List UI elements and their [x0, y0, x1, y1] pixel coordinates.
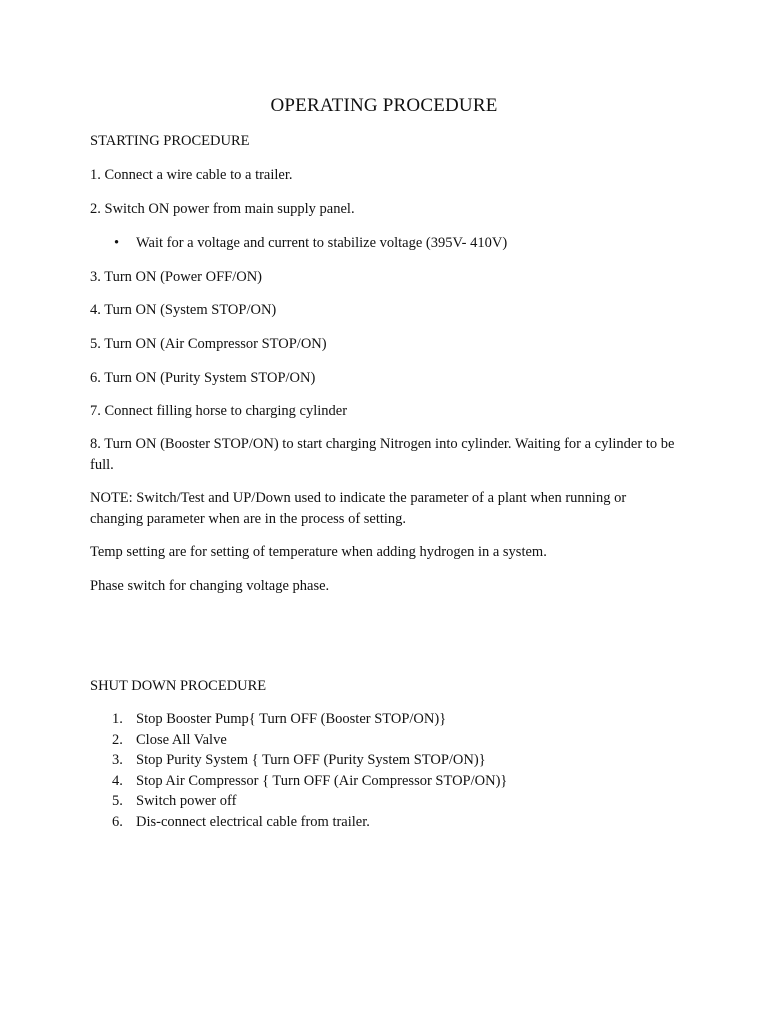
- list-item: 6. Dis-connect electrical cable from trailer.: [112, 813, 370, 830]
- shutdown-procedure-heading: SHUT DOWN PROCEDURE: [90, 678, 267, 694]
- note-paragraph: NOTE: Switch/Test and UP/Down used to indicate the parameter of a plant when running or changing parameter when are in the process of setting.: [90, 490, 627, 527]
- list-item: 5. Switch power off: [112, 793, 237, 810]
- starting-step-6: 6. Turn ON (Purity System STOP/ON): [90, 370, 316, 386]
- bullet-icon: •: [114, 235, 120, 251]
- starting-step-3: 3. Turn ON (Power OFF/ON): [90, 269, 263, 285]
- starting-step-1: 1. Connect a wire cable to a trailer.: [90, 167, 293, 183]
- list-item: 2. Close All Valve: [112, 731, 227, 748]
- voltage-bullet-item: [114, 233, 674, 254]
- list-item: 3. Stop Purity System { Turn OFF (Purity System STOP/ON)}: [112, 752, 486, 769]
- shutdown-steps-list: [90, 709, 690, 833]
- starting-step-8: 8. Turn ON (Booster STOP/ON) to start charging Nitrogen into cylinder. Waiting for a cylinder to be full.: [90, 436, 675, 473]
- starting-step-2: 2. Switch ON power from main supply panel.: [90, 201, 355, 217]
- starting-step-4: 4. Turn ON (System STOP/ON): [90, 302, 277, 318]
- temp-setting-paragraph: Temp setting are for setting of temperature when adding hydrogen in a system.: [90, 544, 547, 560]
- bullet-text: Wait for a voltage and current to stabilize voltage (395V- 410V): [136, 235, 508, 251]
- list-item: 1. Stop Booster Pump{ Turn OFF (Booster STOP/ON)}: [112, 711, 447, 727]
- starting-procedure-heading: STARTING PROCEDURE: [90, 133, 250, 149]
- starting-step-5: 5. Turn ON (Air Compressor STOP/ON): [90, 336, 327, 352]
- starting-step-7: 7. Connect filling horse to charging cylinder: [90, 403, 348, 419]
- page-title: OPERATING PROCEDURE: [270, 95, 498, 116]
- phase-switch-paragraph: Phase switch for changing voltage phase.: [90, 578, 330, 594]
- list-item: 4. Stop Air Compressor { Turn OFF (Air Compressor STOP/ON)}: [112, 772, 508, 789]
